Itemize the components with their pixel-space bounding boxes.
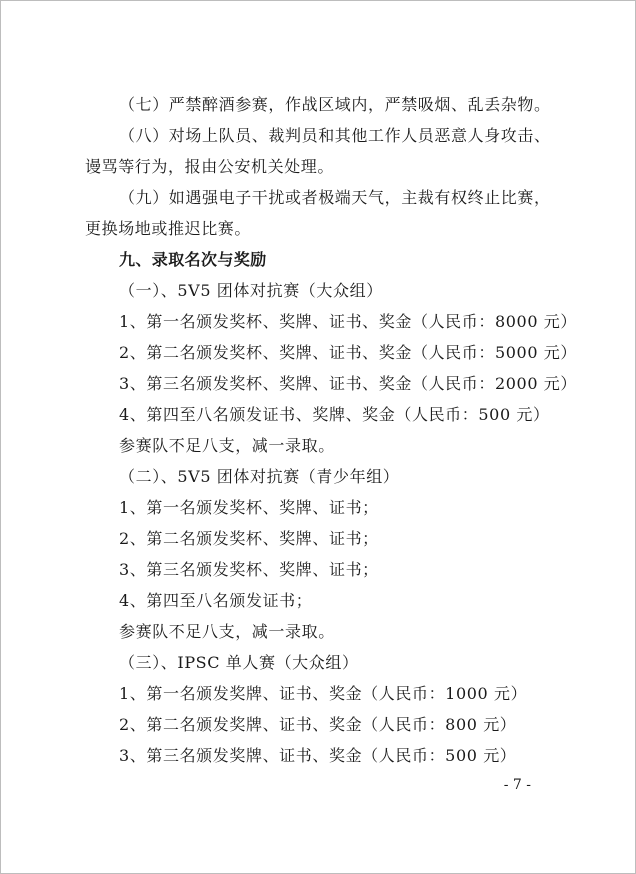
award-line: 1、第一名颁发奖牌、证书、奖金（人民币：1000 元） xyxy=(119,684,528,703)
award-line: 3、第三名颁发奖杯、奖牌、证书、奖金（人民币：2000 元） xyxy=(119,374,577,393)
rule-7-line: （七）严禁醉酒参赛，作战区域内，严禁吸烟、乱丢杂物。 xyxy=(119,95,551,114)
subsection-2-title: （二）、5V5 团体对抗赛（青少年组） xyxy=(119,467,400,486)
award-line: 3、第三名颁发奖杯、奖牌、证书； xyxy=(119,560,379,579)
note-line: 参赛队不足八支，减一录取。 xyxy=(119,436,335,455)
award-line: 1、第一名颁发奖杯、奖牌、证书； xyxy=(119,498,379,517)
rule-9-line-2: 更换场地或推迟比赛。 xyxy=(85,219,252,238)
award-line: 3、第三名颁发奖牌、证书、奖金（人民币：500 元） xyxy=(119,746,517,765)
subsection-1-title: （一）、5V5 团体对抗赛（大众组） xyxy=(119,281,383,300)
rule-9-line-1: （九）如遇强电子干扰或者极端天气，主裁有权终止比赛， xyxy=(119,188,551,207)
rule-8-line-1: （八）对场上队员、裁判员和其他工作人员恶意人身攻击、 xyxy=(119,126,551,145)
award-line: 1、第一名颁发奖杯、奖牌、证书、奖金（人民币：8000 元） xyxy=(119,312,577,331)
award-line: 2、第二名颁发奖牌、证书、奖金（人民币：800 元） xyxy=(119,715,517,734)
rule-8-line-2: 谩骂等行为，报由公安机关处理。 xyxy=(85,157,335,176)
subsection-3-title: （三）、IPSC 单人赛（大众组） xyxy=(119,653,359,672)
section-9-heading: 九、录取名次与奖励 xyxy=(119,250,267,269)
award-line: 4、第四至八名颁发证书、奖牌、奖金（人民币：500 元） xyxy=(119,405,550,424)
award-line: 2、第二名颁发奖杯、奖牌、证书； xyxy=(119,529,379,548)
award-line: 2、第二名颁发奖杯、奖牌、证书、奖金（人民币：5000 元） xyxy=(119,343,577,362)
page-number: - 7 - xyxy=(503,777,531,793)
award-line: 4、第四至八名颁发证书； xyxy=(119,591,313,610)
note-line: 参赛队不足八支，减一录取。 xyxy=(119,622,335,641)
